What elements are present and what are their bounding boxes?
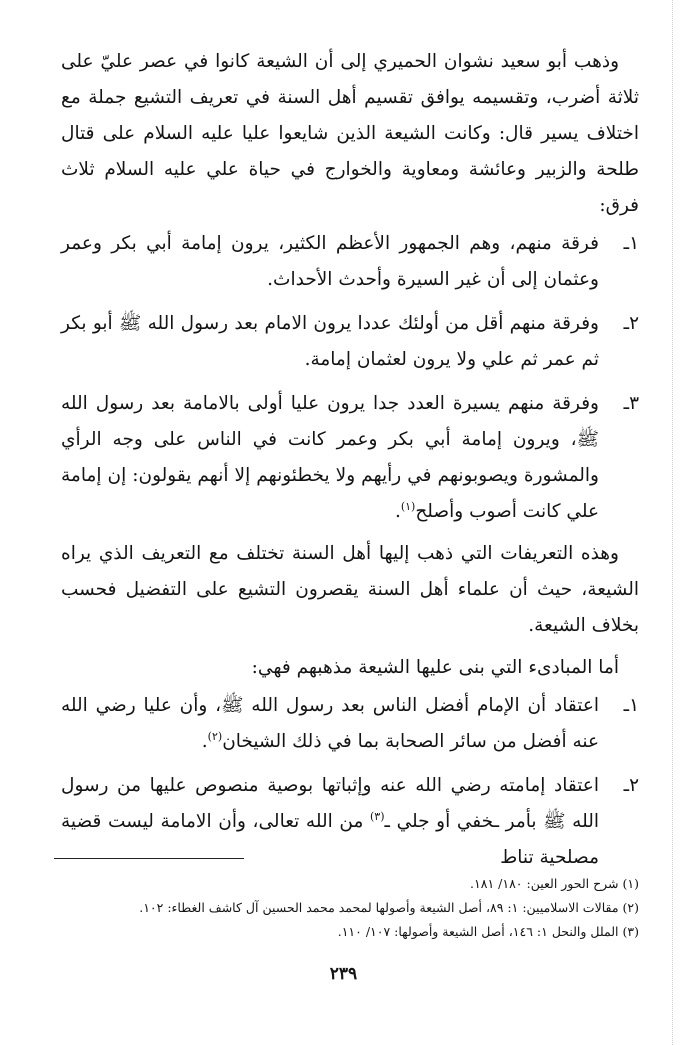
item-number: ١ـ	[623, 695, 639, 716]
item-number: ٣ـ	[623, 393, 639, 414]
item-text: وفرقة منهم أقل من أولئك عددا يرون الامام بعد رسول الله ﷺ أبو بكر ثم عمر ثم علي ولا يرون لعثمان إمامة.	[61, 313, 599, 370]
page-edge-dots	[672, 0, 673, 1045]
principle-item	[61, 768, 639, 876]
footnote-marker: (١)	[400, 499, 416, 513]
page-number: ٢٣٩	[329, 964, 358, 984]
item-number: ٢ـ	[623, 775, 639, 796]
sect-item	[61, 306, 639, 378]
item-number: ١ـ	[623, 233, 639, 254]
footnotes	[49, 872, 639, 944]
item-number: ٢ـ	[623, 313, 639, 334]
footnote-divider	[54, 858, 244, 859]
footnote: (٣) الملل والنحل ١: ١٤٦، أصل الشيعة وأصولها: ١٠٧/ ١١٠.	[337, 924, 639, 939]
sect-item	[61, 386, 639, 530]
footnote: (٢) مقالات الاسلاميين: ١: ٨٩، أصل الشيعة وأصولها لمحمد محمد الحسين آل كاشف الغطاء: ١٠٢.	[139, 900, 639, 915]
footnote: (١) شرح الحور العين: ١٨٠/ ١٨١.	[470, 876, 639, 891]
item-text: وفرقة منهم يسيرة العدد جدا يرون عليا أولى بالامامة بعد رسول الله ﷺ، ويرون إمامة أبي بكر وعمر كانت في الناس على وجه الرأي والمشورة ويصوبونهم في رأيهم ولا يخطئونهم إلا أنهم يقولون: إن إمامة علي كانت أصوب وأصلح$^{(١)}$.	[61, 393, 599, 522]
item-text: اعتقاد أن الإمام أفضل الناس بعد رسول الله ﷺ، وأن عليا رضي الله عنه أفضل من سائر الصحابة بما في ذلك الشيخان$^{(٢)}$.	[61, 695, 599, 752]
sect-item	[61, 226, 639, 298]
comparison-paragraph: وهذه التعريفات التي ذهب إليها أهل السنة تختلف مع التعريف الذي يراه الشيعة، حيث أن علماء أهل السنة يقصرون التشيع على التفضيل فحسب بخلاف الشيعة.	[61, 543, 639, 636]
item-text: فرقة منهم، وهم الجمهور الأعظم الكثير، يرون إمامة أبي بكر وعمر وعثمان إلى أن غير السيرة وأحدث الأحداث.	[61, 233, 599, 290]
main-text	[61, 44, 639, 876]
intro-paragraph: وذهب أبو سعيد نشوان الحميري إلى أن الشيعة كانوا في عصر عليّ على ثلاثة أضرب، وتقسيمه يوافق تقسيم أهل السنة في تعريف التشيع جملة مع اختلاف يسير قال: وكانت الشيعة الذين شايعوا عليا عليه السلام على قتال طلحة والزبير وعائشة ومعاوية والخوارج في حياة علي عليه السلام ثلاث فرق:	[61, 51, 639, 216]
footnote-marker: (٣)	[370, 809, 385, 823]
item-text: اعتقاد إمامته رضي الله عنه وإثباتها بوصية منصوص عليها من رسول الله ﷺ بأمر ـخفي أو جلي ـ$^{(٣)}$ من الله تعالى، وأن الامامة ليست قضية مصلحية تناط	[61, 775, 600, 868]
principle-item	[61, 688, 639, 760]
principles-heading: أما المبادىء التي بنى عليها الشيعة مذهبهم فهي:	[251, 657, 619, 678]
footnote-marker: (٢)	[207, 729, 223, 743]
